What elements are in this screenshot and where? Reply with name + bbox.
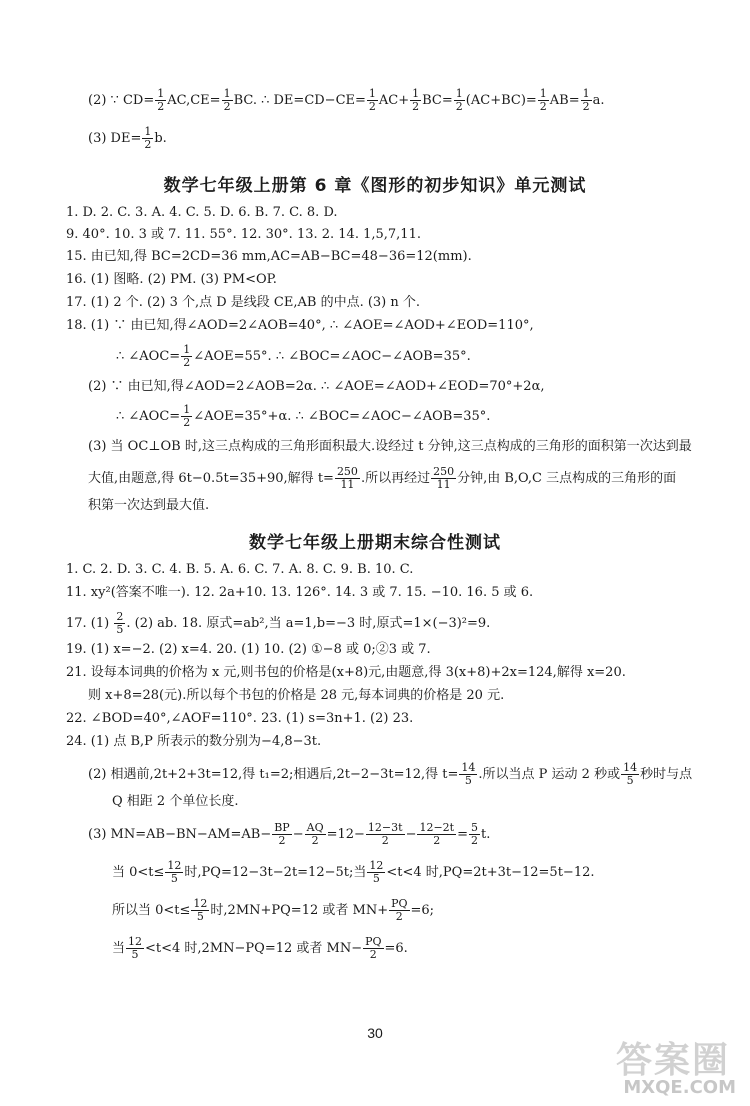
s1-line-6: 18. (1) ∵ 由已知,得∠AOD=2∠AOB=40°, ∴ ∠AOE=∠AOD+∠EOD=110°, [66,318,534,333]
answer-line-3: (3) DE= $\frac{1}{2}$ b. [88,125,167,151]
s1-line-1: 1. D. 2. C. 3. A. 4. C. 5. D. 6. B. 7. C. 8. D. [66,205,338,220]
page-number: 30 [367,1025,383,1041]
s2-line-4: 19. (1) x=−2. (2) x=4. 20. (1) 10. (2) ①−8 或 0;②3 或 7. [66,642,431,657]
s2-line-6: 则 x+8=28(元).所以每个书包的价格是 28 元,每本词典的价格是 20 元. [88,688,505,703]
s2-line-8: 24. (1) 点 B,P 所表示的数分别为−4,8−3t. [66,734,322,749]
watermark-text: 答案圈 [615,1040,730,1081]
s2-line-3: 17. (1) $\frac{2}{5}$ . (2) ab. 18. 原式=ab²,当 a=1,b=−3 时,原式=1×(−3)²=9. [66,610,491,636]
s1-line-8: (2) ∵ 由已知,得∠AOD=2∠AOB=2α. ∴ ∠AOE=∠AOD+∠EOD=70°+2α, [88,379,545,394]
s2-line-12: 当 0<t≤ $\frac{12}{5}$ 时,PQ=12−3t−2t=12−5t;当 $\frac{12}{5}$ <t<4 时,PQ=2t+3t−12=5t−12. [112,859,595,885]
s1-line-5: 17. (1) 2 个. (2) 3 个,点 D 是线段 CE,AB 的中点. (3) n 个. [66,295,421,310]
s2-line-14: 当 $\frac{12}{5}$ <t<4 时,2MN−PQ=12 或者 MN− $\frac{PQ}{2}$ =6. [112,935,408,961]
s1-line-7: ∴ ∠AOC= $\frac{1}{2}$ ∠AOE=55°. ∴ ∠BOC=∠AOC−∠AOB=35°. [116,343,471,369]
answer-line-2: (2) ∵ CD= $\frac{1}{2}$ AC,CE= $\frac{1}{2}$ BC. ∴ DE=CD−CE= $\frac{1}{2}$ AC+ $\frac{1}{2}$ BC= $\frac{1}{2}$ (AC+BC)= $\frac{1}{2}$ AB= $\frac{1}{2}$ a. [88,87,605,113]
s2-line-9: (2) 相遇前,2t+2+3t=12,得 t₁=2;相遇后,2t−2−3t=12,得 t= $\frac{14}{5}$ .所以当点 P 运动 2 秒或 $\frac{14}{5}$ 秒时与点 [88,761,693,787]
s2-line-10: Q 相距 2 个单位长度. [112,794,239,809]
s2-line-7: 22. ∠BOD=40°,∠AOF=110°. 23. (1) s=3n+1. (2) 23. [66,711,414,726]
s2-line-11: (3) MN=AB−BN−AM=AB− $\frac{BP}{2}$ − $\frac{AQ}{2}$ =12− $\frac{12-3t}{2}$ − $\frac{12-2t}{2}$ = $\frac{5}{2}$ t. [88,821,491,847]
section-title-final-test: 数学七年级上册期末综合性测试 [249,533,501,553]
s1-line-2: 9. 40°. 10. 3 或 7. 11. 55°. 12. 30°. 13. 2. 14. 1,5,7,11. [66,227,421,242]
s2-line-2: 11. xy²(答案不唯一). 12. 2a+10. 13. 126°. 14. 3 或 7. 15. −10. 16. 5 或 6. [66,585,534,600]
s1-line-12: 积第一次达到最大值. [88,498,210,513]
watermark-logo [604,1032,736,1098]
s1-line-4: 16. (1) 图略. (2) PM. (3) PM<OP. [66,272,277,287]
section-title-unit-test: 数学七年级上册第 6 章《图形的初步知识》单元测试 [163,176,587,196]
s1-line-3: 15. 由已知,得 BC=2CD=36 mm,AC=AB−BC=48−36=12(mm). [66,249,472,264]
s2-line-13: 所以当 0<t≤ $\frac{12}{5}$ 时,2MN+PQ=12 或者 MN+ $\frac{PQ}{2}$ =6; [112,897,435,923]
s1-line-9: ∴ ∠AOC= $\frac{1}{2}$ ∠AOE=35°+α. ∴ ∠BOC=∠AOC−∠AOB=35°. [116,403,491,429]
s2-line-1: 1. C. 2. D. 3. C. 4. B. 5. A. 6. C. 7. A. 8. C. 9. B. 10. C. [66,562,414,577]
s1-line-11: 大值,由题意,得 6t−0.5t=35+90,解得 t= $\frac{250}{11}$ .所以再经过 $\frac{250}{11}$ 分钟,由 B,O,C 三点构成的三角形的面 [88,465,677,491]
watermark-url: MXQE.COM [623,1077,736,1098]
s2-line-5: 21. 设每本词典的价格为 x 元,则书包的价格是(x+8)元,由题意,得 3(x+8)+2x=124,解得 x=20. [66,665,626,680]
s1-line-10: (3) 当 OC⊥OB 时,这三点构成的三角形面积最大.设经过 t 分钟,这三点构成的三角形的面积第一次达到最 [88,439,692,454]
